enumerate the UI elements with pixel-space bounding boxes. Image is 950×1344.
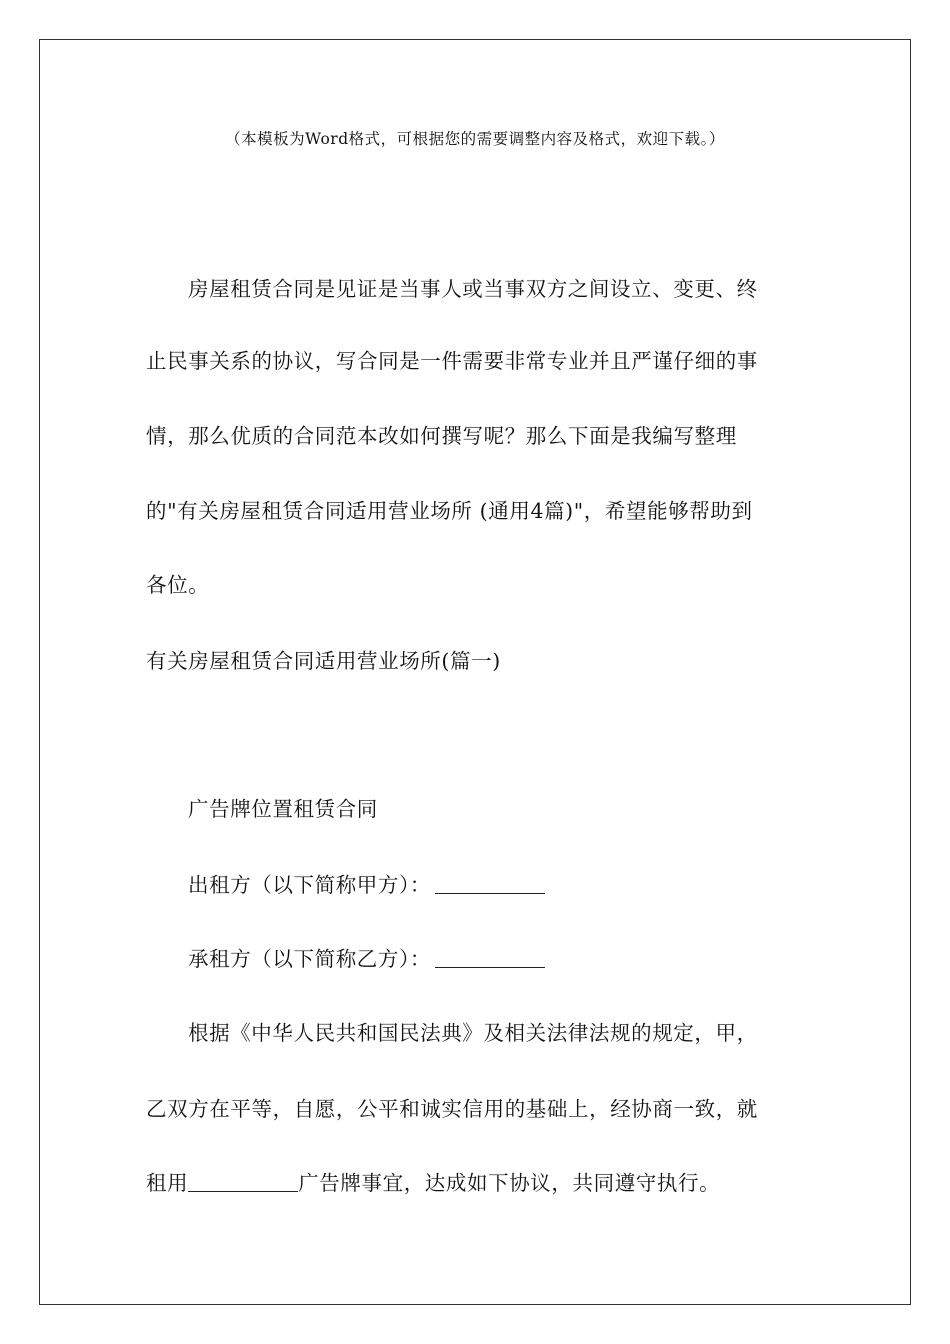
intro-line-5: 各位。: [146, 573, 210, 597]
lessee-label: 承租方（以下简称乙方）：: [188, 947, 431, 971]
body-line-3-suffix: 广告牌事宜，达成如下协议，共同遵守执行。: [298, 1171, 721, 1195]
section-title: 有关房屋租赁合同适用营业场所(篇一): [146, 649, 501, 673]
intro-line-2: 止民事关系的协议，写合同是一件需要非常专业并且严谨仔细的事: [146, 349, 758, 373]
body-line-3-prefix: 租用: [146, 1171, 189, 1195]
lessee-line: [188, 944, 545, 974]
lessor-line: [188, 870, 545, 900]
contract-body-line-3: [146, 1168, 720, 1198]
contract-body-line-2: 乙双方在平等，自愿，公平和诚实信用的基础上，经协商一致，就: [146, 1097, 758, 1121]
template-notice: （本模板为Word格式，可根据您的需要调整内容及格式，欢迎下载。）: [225, 130, 725, 148]
lessee-blank: [435, 947, 545, 968]
intro-line-1: 房屋租赁合同是见证是当事人或当事双方之间设立、变更、终: [188, 277, 758, 301]
contract-body-line-1: 根据《中华人民共和国民法典》及相关法律法规的规定，甲，: [188, 1021, 758, 1045]
intro-line-3: 情，那么优质的合同范本改如何撰写呢？那么下面是我编写整理: [146, 424, 737, 448]
lessor-blank: [435, 873, 545, 894]
contract-title: 广告牌位置租赁合同: [188, 797, 378, 821]
billboard-blank: [188, 1171, 298, 1192]
lessor-label: 出租方（以下简称甲方）：: [188, 873, 431, 897]
intro-line-4: 的"有关房屋租赁合同适用营业场所 (通用4篇)"，希望能够帮助到: [146, 499, 753, 523]
